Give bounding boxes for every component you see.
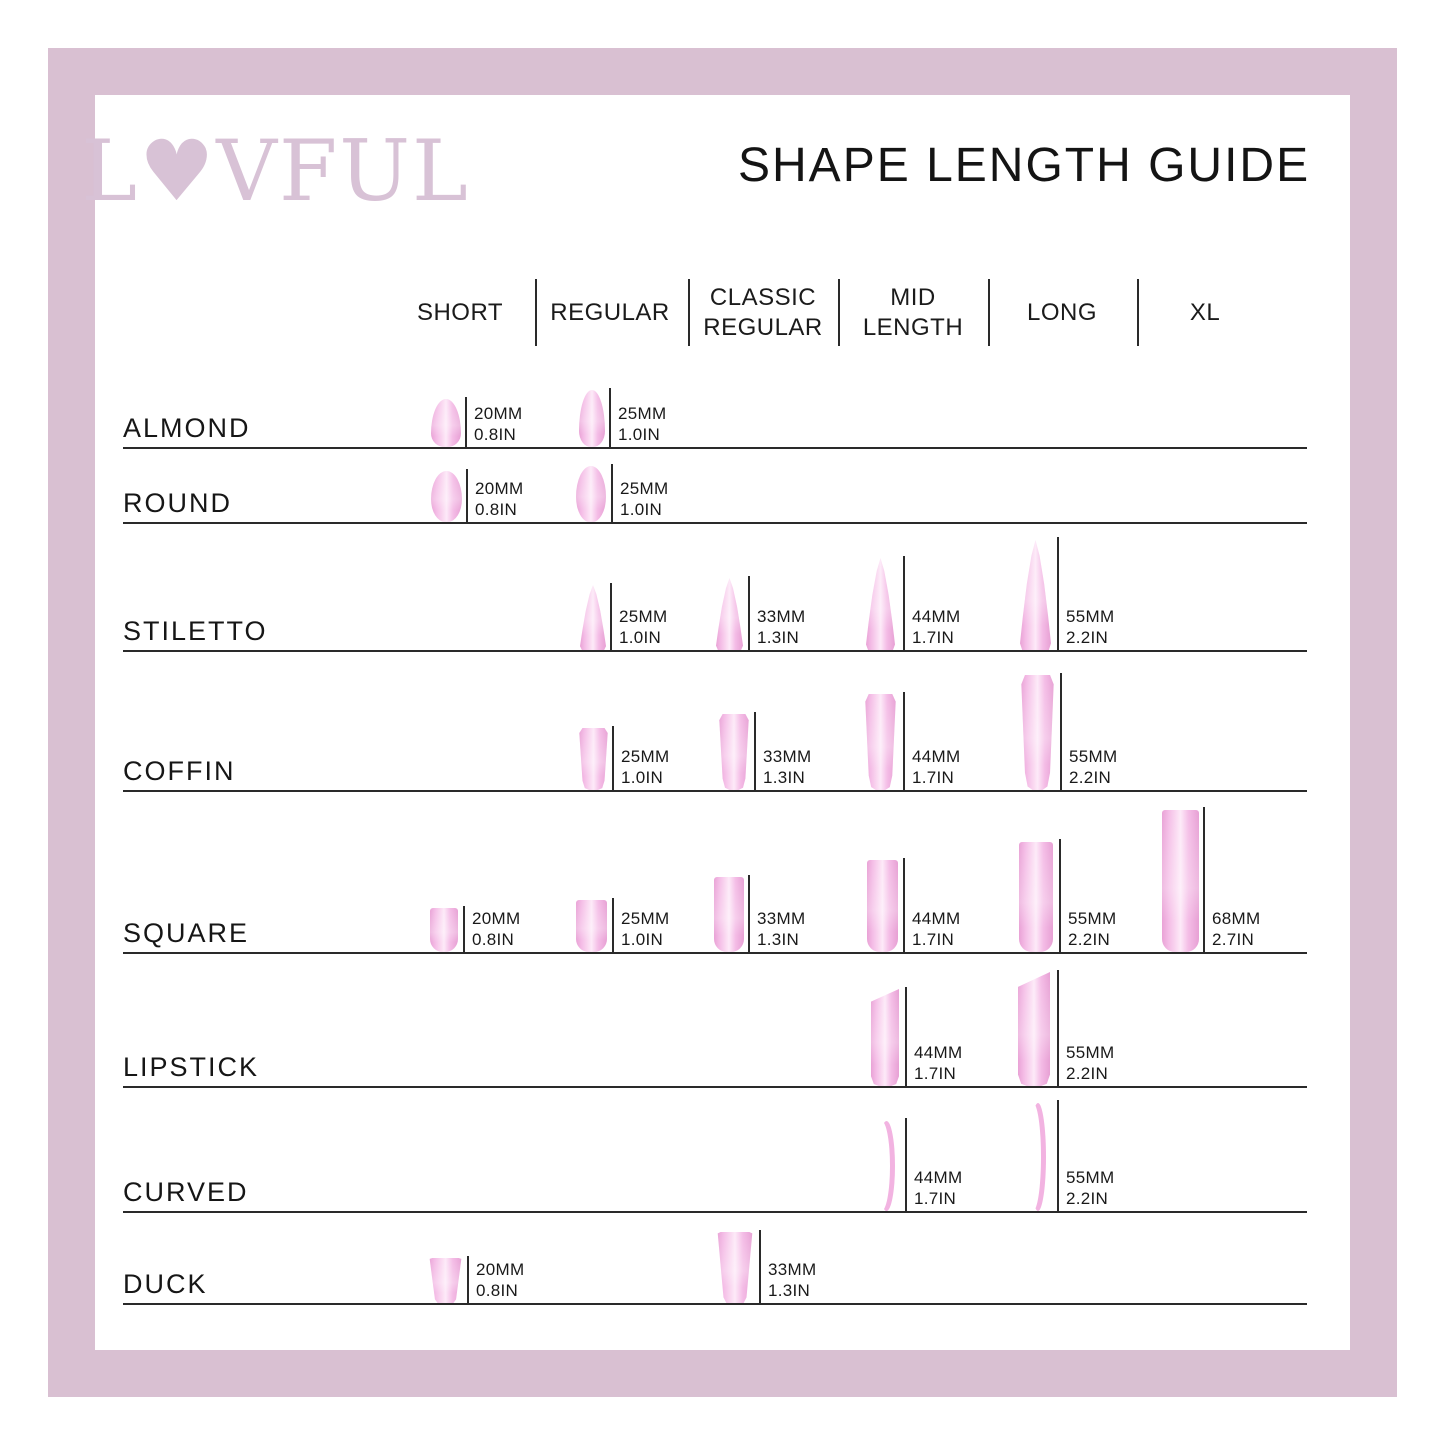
measure-line [609,388,611,447]
mm-value: 33MM [757,909,806,928]
inch-value: 2.2IN [1068,930,1111,949]
mm-value: 25MM [621,909,670,928]
mm-value: 44MM [912,607,961,626]
row-label-round: ROUND [123,488,232,518]
measure-line [903,858,905,952]
inch-value: 1.0IN [620,500,663,519]
measurement-label [475,478,523,520]
page-title: SHAPE LENGTH GUIDE [738,139,1311,192]
brand-logo: L♥VFUL [81,121,470,220]
row-underline [123,650,1307,652]
nail-square-short [430,908,458,952]
inch-value: 0.8IN [475,500,518,519]
nail-square-xl [1162,810,1199,952]
mm-value: 55MM [1066,1168,1115,1187]
measure-line [466,469,468,522]
measurement-label [757,606,805,648]
measurement-label [618,403,666,445]
measure-line [465,397,467,447]
mm-value: 44MM [914,1168,963,1187]
mm-value: 44MM [914,1043,963,1062]
inch-value: 1.7IN [912,930,955,949]
mm-value: 55MM [1068,909,1117,928]
nail-almond-short [431,399,461,447]
inch-value: 1.0IN [619,628,662,647]
mm-value: 25MM [620,479,669,498]
measure-line [903,556,905,650]
nail-coffin-regular [579,728,608,790]
nail-square-mid-length [867,860,898,952]
measure-line [1203,807,1205,952]
measure-line [759,1230,761,1303]
inch-value: 1.7IN [914,1064,957,1083]
measurement-label [621,746,669,788]
mm-value: 20MM [472,909,521,928]
column-divider [1137,279,1139,346]
nail-round-short [431,471,462,522]
inch-value: 0.8IN [472,930,515,949]
inch-value: 1.7IN [912,628,955,647]
column-header-regular: REGULAR [550,299,670,326]
mm-value: 25MM [621,747,670,766]
row-underline [123,447,1307,449]
row-label-square: SQUARE [123,918,250,948]
nail-square-classic-regular [714,877,744,952]
measure-line [748,576,750,650]
mm-value: 33MM [757,607,806,626]
measurement-label [912,606,960,648]
nail-duck-short [429,1258,462,1303]
column-divider [988,279,990,346]
mm-value: 20MM [476,1260,525,1279]
mm-value: 25MM [618,404,667,423]
column-divider [688,279,690,346]
row-label-curved: CURVED [123,1177,249,1207]
nail-stiletto-classic-regular [716,578,743,650]
measure-line [463,906,465,952]
measurement-label [1212,908,1260,950]
nail-curved-mid-length [878,1121,895,1211]
measurement-label [620,478,668,520]
measure-line [748,875,750,952]
measure-line [612,898,614,952]
measure-line [1057,970,1059,1086]
inch-value: 2.2IN [1066,628,1109,647]
measurement-label [914,1042,962,1084]
measurement-label [472,908,520,950]
measure-line [905,987,907,1086]
inch-value: 1.3IN [757,628,800,647]
nail-square-long [1019,842,1053,952]
inch-value: 1.7IN [912,768,955,787]
measure-line [905,1118,907,1211]
mm-value: 55MM [1069,747,1118,766]
mm-value: 33MM [763,747,812,766]
inch-value: 1.0IN [621,930,664,949]
measurement-label [763,746,811,788]
mm-value: 25MM [619,607,668,626]
mm-value: 44MM [912,747,961,766]
nail-duck-classic-regular [717,1232,753,1303]
inch-value: 1.0IN [621,768,664,787]
measurement-label [757,908,805,950]
mm-value: 68MM [1212,909,1261,928]
column-header-classic-regular: CLASSIC REGULAR [703,284,823,341]
inch-value: 0.8IN [476,1281,519,1300]
measure-line [610,583,612,650]
nail-curved-long [1030,1103,1046,1211]
row-label-stiletto: STILETTO [123,616,268,646]
measure-line [1057,1100,1059,1211]
measure-line [903,692,905,790]
nail-lipstick-mid-length [871,989,899,1086]
measurement-label [914,1167,962,1209]
mm-value: 33MM [768,1260,817,1279]
inch-value: 0.8IN [474,425,517,444]
nail-lipstick-long [1018,972,1050,1086]
row-label-lipstick: LIPSTICK [123,1052,260,1082]
measurement-label [768,1259,816,1301]
nail-stiletto-mid-length [866,558,895,650]
inch-value: 1.3IN [763,768,806,787]
inch-value: 2.2IN [1066,1189,1109,1208]
nail-coffin-mid-length [865,694,896,790]
measurement-label [476,1259,524,1301]
row-label-almond: ALMOND [123,413,251,443]
inch-value: 1.3IN [757,930,800,949]
mm-value: 55MM [1066,1043,1115,1062]
row-underline [123,1211,1307,1213]
measure-line [611,464,613,522]
row-underline [123,790,1307,792]
measurement-label [1068,908,1116,950]
mm-value: 44MM [912,909,961,928]
inch-value: 2.2IN [1066,1064,1109,1083]
measure-line [1057,537,1059,650]
measurement-label [1066,1167,1114,1209]
inch-value: 1.0IN [618,425,661,444]
inch-value: 2.7IN [1212,930,1255,949]
measure-line [467,1256,469,1303]
column-divider [838,279,840,346]
column-header-mid-length: MID LENGTH [862,284,964,341]
nail-almond-regular [579,390,605,447]
measurement-label [912,908,960,950]
measure-line [754,712,756,790]
mm-value: 55MM [1066,607,1115,626]
measure-line [612,726,614,790]
measurement-label [1066,1042,1114,1084]
nail-square-regular [576,900,607,952]
mm-value: 20MM [474,404,523,423]
column-header-short: SHORT [416,299,504,326]
row-underline [123,952,1307,954]
column-header-xl: XL [1189,299,1221,326]
row-label-coffin: COFFIN [123,756,236,786]
nail-stiletto-regular [580,585,606,650]
row-underline [123,1303,1307,1305]
inch-value: 1.7IN [914,1189,957,1208]
row-underline [123,1086,1307,1088]
nail-stiletto-long [1020,540,1051,650]
inch-value: 2.2IN [1069,768,1112,787]
nail-round-regular [576,466,606,522]
measure-line [1059,839,1061,952]
nail-coffin-long [1021,675,1054,790]
column-header-long: LONG [1026,299,1097,326]
measurement-label [621,908,669,950]
row-underline [123,522,1307,524]
row-label-duck: DUCK [123,1269,208,1299]
measurement-label [1066,606,1114,648]
nail-coffin-classic-regular [719,714,749,790]
measure-line [1060,673,1062,790]
measurement-label [912,746,960,788]
measurement-label [474,403,522,445]
measurement-label [619,606,667,648]
inch-value: 1.3IN [768,1281,811,1300]
column-divider [535,279,537,346]
measurement-label [1069,746,1117,788]
mm-value: 20MM [475,479,524,498]
